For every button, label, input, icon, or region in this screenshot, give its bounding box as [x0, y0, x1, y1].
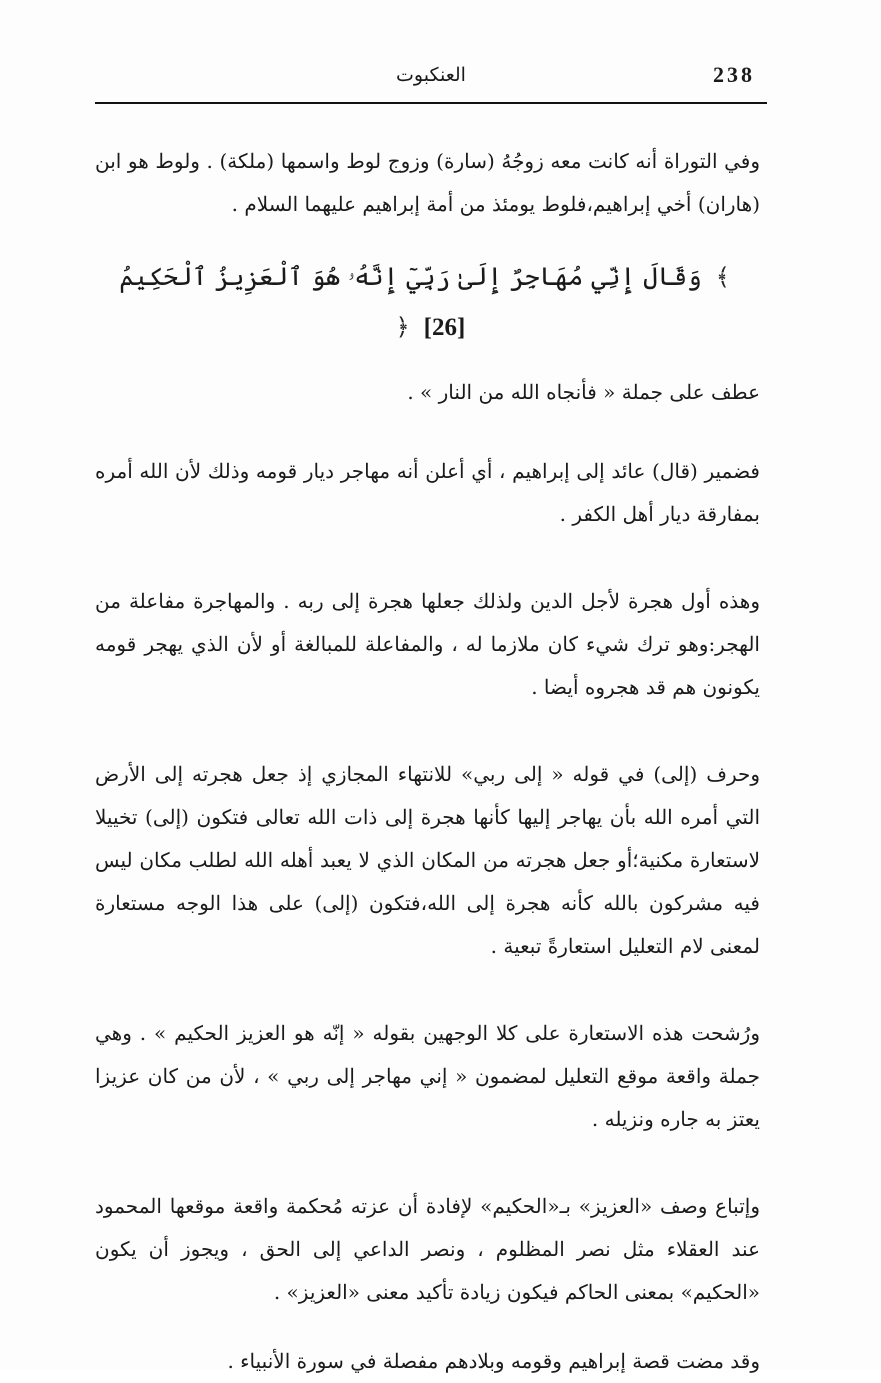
paragraph-gap — [95, 1141, 760, 1185]
running-title: العنكبوت — [396, 64, 466, 86]
paragraph-gap — [95, 414, 760, 450]
verse-open-bracket: ﴾ — [715, 263, 730, 291]
paragraph-conjunction: عطف على جملة « فأنجاه الله من النار » . — [407, 380, 760, 404]
paragraph-attributes: وإتباع وصف «العزيز» بـ«الحكيم» لإفادة أن عزته مُحكمة واقعة موقعها المحمود عند العقلاء مثل نصر المظلوم ، ونصر الداعي إلى الحق ، ويجوز أن يكون «الحكيم» بمعنى الحاكم فيكون زيادة تأكيد معنى «العزيز» . — [95, 1194, 760, 1304]
verse-number: [26] — [423, 314, 466, 341]
paragraph-pronoun: فضمير (قال) عائد إلى إبراهيم ، أي أعلن أنه مهاجر ديار قومه وذلك لأن الله أمره بمفارقة ديار أهل الكفر . — [95, 459, 760, 526]
page-number: 238 — [713, 62, 755, 87]
page-header — [95, 52, 767, 102]
paragraph-metaphor: ورُشحت هذه الاستعارة على كلا الوجهين بقوله « إنّه هو العزيز الحكيم » . وهي جملة واقعة موقع التعليل لمضمون « إني مهاجر إلى ربي » ، لأن من كان عزيزا يعتز به جاره ونزيله . — [95, 1021, 760, 1131]
paragraph-ila-particle: وحرف (إلى) في قوله « إلى ربي» للانتهاء المجازي إذ جعل هجرته إلى الأرض التي أمره الله بأن يهاجر إليها كأنها هجرة إلى ذات الله تعالى فتكون (إلى) تخييلا لاستعارة مكنية؛أو جعل هجرته من المكان الذي لا يعبد أهله الله لطلب مكان ليس فيه مشركون بالله كأنه هجرة إلى الله،فتكون (إلى) على هذا الوجه مستعارة لمعنى لام التعليل استعارةً تبعية . — [95, 762, 760, 958]
quran-verse — [95, 252, 760, 353]
paragraph-gap — [95, 1314, 760, 1340]
page-body — [95, 140, 760, 1383]
verse-text: وَقَالَ إِنِّي مُهَاجِرٌ إِلَىٰ رَبِّيٓ إِنَّهُۥ هُوَ ٱلْعَزِيزُ ٱلْحَكِيمُ — [119, 262, 702, 291]
paragraph-torah-note: وفي التوراة أنه كانت معه زوجُهُ (سارة) وزوج لوط واسمها (ملكة) . ولوط هو ابن (هاران) أخي إبراهيم،فلوط يومئذ من أمة إبراهيم عليهما السلام . — [95, 149, 760, 216]
paragraph-gap — [95, 709, 760, 753]
paragraph-gap — [95, 536, 760, 580]
paragraph-first-hijra: وهذه أول هجرة لأجل الدين ولذلك جعلها هجرة إلى ربه . والمهاجرة مفاعلة من الهجر:وهو ترك شيء كان ملازما له ، والمفاعلة للمبالغة أو لأن الذي يهجر قومه يكونون هم قد هجروه أيضا . — [95, 589, 760, 699]
paragraph-gap — [95, 968, 760, 1012]
verse-close-bracket: ﴿ — [395, 313, 410, 341]
paragraph-story-reference: وقد مضت قصة إبراهيم وقومه وبلادهم مفصلة في سورة الأنبياء . — [227, 1349, 760, 1373]
header-rule — [95, 102, 767, 104]
